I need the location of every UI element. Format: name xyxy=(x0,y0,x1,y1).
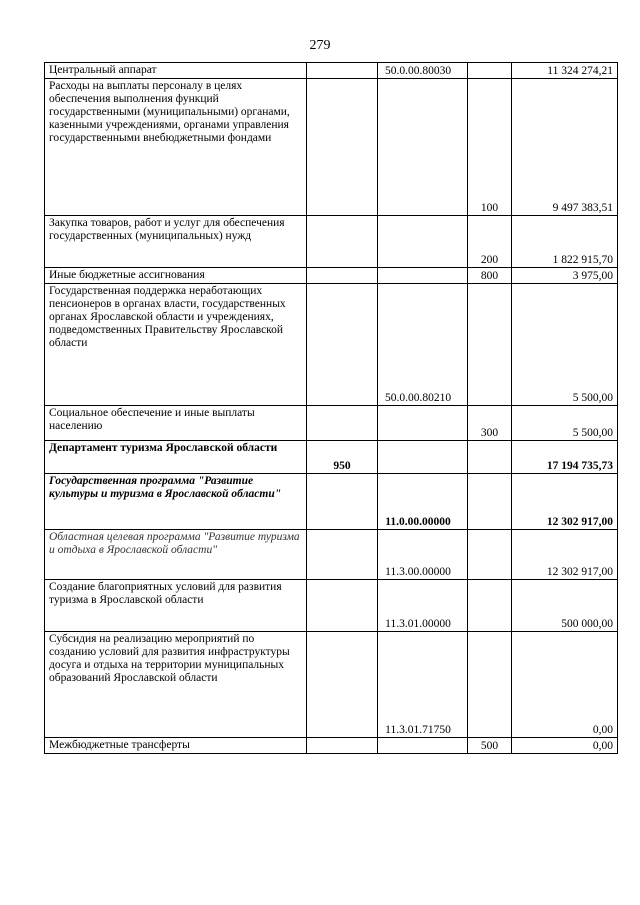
row-amount: 500 000,00 xyxy=(512,580,618,632)
table-row xyxy=(45,284,618,406)
row-ved xyxy=(307,632,378,738)
table-row xyxy=(45,216,618,268)
row-name: Расходы на выплаты персоналу в целях обеспечения выполнения функций государственными (муниципальными) органами, казенными учреждениями, органами управления государственными внебюджетными фондами xyxy=(45,79,307,216)
row-target xyxy=(378,738,468,754)
table-row xyxy=(45,738,618,754)
table-row xyxy=(45,441,618,474)
row-name: Межбюджетные трансферты xyxy=(45,738,307,754)
row-amount: 17 194 735,73 xyxy=(512,441,618,474)
row-name: Областная целевая программа "Развитие туризма и отдыха в Ярославской области" xyxy=(45,530,307,580)
row-ved xyxy=(307,216,378,268)
row-amount: 9 497 383,51 xyxy=(512,79,618,216)
row-name: Социальное обеспечение и иные выплаты населению xyxy=(45,406,307,441)
table-row xyxy=(45,632,618,738)
row-amount: 5 500,00 xyxy=(512,406,618,441)
row-ved xyxy=(307,79,378,216)
row-amount: 0,00 xyxy=(512,632,618,738)
row-ved xyxy=(307,738,378,754)
row-amount: 1 822 915,70 xyxy=(512,216,618,268)
row-type: 100 xyxy=(468,79,512,216)
row-ved xyxy=(307,284,378,406)
table-row xyxy=(45,406,618,441)
row-type xyxy=(468,284,512,406)
row-amount: 3 975,00 xyxy=(512,268,618,284)
row-type: 800 xyxy=(468,268,512,284)
table-row xyxy=(45,63,618,79)
row-name: Иные бюджетные ассигнования xyxy=(45,268,307,284)
row-amount: 5 500,00 xyxy=(512,284,618,406)
table-row xyxy=(45,530,618,580)
row-target: 50.0.00.80210 xyxy=(378,284,468,406)
budget-table xyxy=(44,62,618,754)
table-row xyxy=(45,79,618,216)
row-target xyxy=(378,216,468,268)
row-type xyxy=(468,63,512,79)
row-type: 500 xyxy=(468,738,512,754)
row-type xyxy=(468,580,512,632)
row-type xyxy=(468,474,512,530)
row-type xyxy=(468,441,512,474)
row-target: 50.0.00.80030 xyxy=(378,63,468,79)
row-type: 300 xyxy=(468,406,512,441)
row-ved xyxy=(307,268,378,284)
row-name: Закупка товаров, работ и услуг для обеспечения государственных (муниципальных) нужд xyxy=(45,216,307,268)
table-row xyxy=(45,474,618,530)
row-ved: 950 xyxy=(307,441,378,474)
page-number: 279 xyxy=(309,38,331,53)
row-name: Создание благоприятных условий для развития туризма в Ярославской области xyxy=(45,580,307,632)
row-name: Центральный аппарат xyxy=(45,63,307,79)
row-ved xyxy=(307,406,378,441)
row-amount: 0,00 xyxy=(512,738,618,754)
row-target: 11.3.01.00000 xyxy=(378,580,468,632)
row-type: 200 xyxy=(468,216,512,268)
row-amount: 12 302 917,00 xyxy=(512,530,618,580)
table-row xyxy=(45,580,618,632)
row-ved xyxy=(307,530,378,580)
row-name: Государственная программа "Развитие культуры и туризма в Ярославской области" xyxy=(45,474,307,530)
row-target xyxy=(378,441,468,474)
row-target: 11.3.01.71750 xyxy=(378,632,468,738)
row-type xyxy=(468,632,512,738)
row-target xyxy=(378,79,468,216)
row-target xyxy=(378,406,468,441)
row-target xyxy=(378,268,468,284)
row-type xyxy=(468,530,512,580)
row-ved xyxy=(307,474,378,530)
row-name: Субсидия на реализацию мероприятий по созданию условий для развития инфраструктуры досуга и отдыха на территории муниципальных образований Ярославской области xyxy=(45,632,307,738)
table-row xyxy=(45,268,618,284)
row-name: Департамент туризма Ярославской области xyxy=(45,441,307,474)
row-ved xyxy=(307,580,378,632)
row-name: Государственная поддержка неработающих пенсионеров в органах власти, государственных органах Ярославской области и учреждениях, подведомственных Правительству Ярославской области xyxy=(45,284,307,406)
row-ved xyxy=(307,63,378,79)
row-target: 11.0.00.00000 xyxy=(378,474,468,530)
row-amount: 12 302 917,00 xyxy=(512,474,618,530)
row-target: 11.3.00.00000 xyxy=(378,530,468,580)
row-amount: 11 324 274,21 xyxy=(512,63,618,79)
